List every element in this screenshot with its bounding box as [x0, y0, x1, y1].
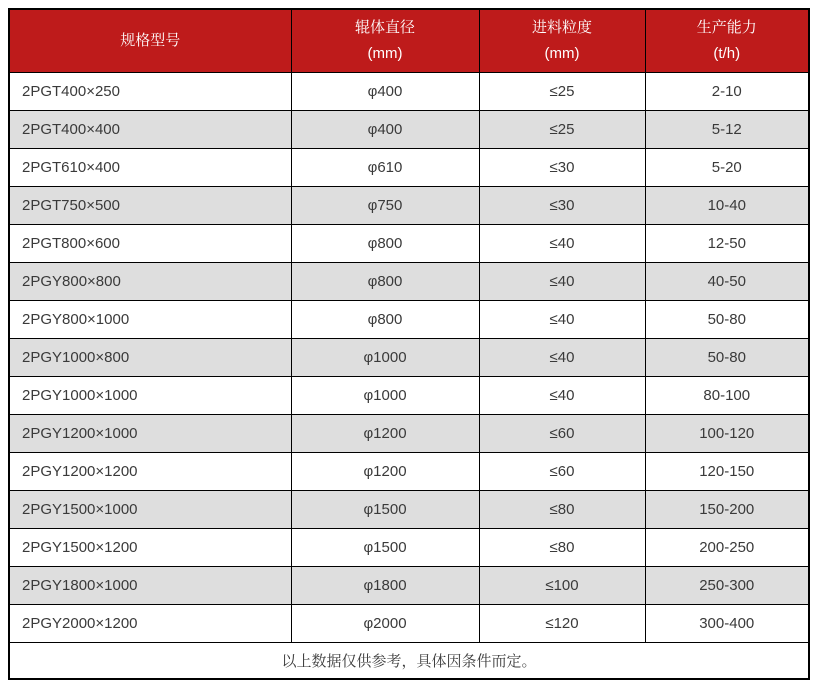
table-row	[9, 224, 809, 262]
model-cell: 2PGY1500×1000	[9, 490, 291, 528]
col-header-feed-size-label: 进料粒度	[531, 18, 592, 36]
table-row	[9, 414, 809, 452]
feed-cell: ≤40	[479, 376, 645, 414]
capacity-cell: 50-80	[645, 300, 809, 338]
model-cell: 2PGT610×400	[9, 148, 291, 186]
capacity-cell: 5-20	[645, 148, 809, 186]
diameter-cell: φ1200	[291, 452, 479, 490]
table-row	[9, 528, 809, 566]
model-cell: 2PGT400×400	[9, 110, 291, 148]
feed-cell: ≤40	[479, 300, 645, 338]
model-cell: 2PGT800×600	[9, 224, 291, 262]
model-cell: 2PGY1500×1200	[9, 528, 291, 566]
table-row	[9, 300, 809, 338]
table-footnote: 以上数据仅供参考，具体因条件而定。	[9, 642, 809, 679]
diameter-cell: φ400	[291, 72, 479, 110]
model-cell: 2PGT400×250	[9, 72, 291, 110]
feed-cell: ≤30	[479, 148, 645, 186]
col-header-feed-size-unit: (mm)	[544, 44, 580, 62]
col-header-feed-size	[479, 9, 645, 72]
model-cell: 2PGY800×1000	[9, 300, 291, 338]
table-row	[9, 376, 809, 414]
capacity-cell: 12-50	[645, 224, 809, 262]
feed-cell: ≤60	[479, 414, 645, 452]
diameter-cell: φ800	[291, 262, 479, 300]
col-header-capacity	[645, 9, 809, 72]
capacity-cell: 200-250	[645, 528, 809, 566]
diameter-cell: φ1000	[291, 376, 479, 414]
feed-cell: ≤80	[479, 490, 645, 528]
model-cell: 2PGY2000×1200	[9, 604, 291, 642]
col-header-capacity-label: 生产能力	[696, 18, 757, 36]
table-row	[9, 452, 809, 490]
capacity-cell: 120-150	[645, 452, 809, 490]
capacity-cell: 2-10	[645, 72, 809, 110]
diameter-cell: φ1200	[291, 414, 479, 452]
table-row	[9, 566, 809, 604]
diameter-cell: φ1500	[291, 528, 479, 566]
feed-cell: ≤120	[479, 604, 645, 642]
diameter-cell: φ800	[291, 224, 479, 262]
table-row	[9, 110, 809, 148]
model-cell: 2PGY1000×800	[9, 338, 291, 376]
diameter-cell: φ610	[291, 148, 479, 186]
feed-cell: ≤40	[479, 224, 645, 262]
spec-table	[8, 8, 810, 680]
feed-cell: ≤80	[479, 528, 645, 566]
diameter-cell: φ1000	[291, 338, 479, 376]
table-header-row	[9, 9, 809, 72]
feed-cell: ≤25	[479, 110, 645, 148]
table-footnote-row	[9, 642, 809, 679]
model-cell: 2PGY1000×1000	[9, 376, 291, 414]
capacity-cell: 50-80	[645, 338, 809, 376]
model-cell: 2PGY1800×1000	[9, 566, 291, 604]
capacity-cell: 10-40	[645, 186, 809, 224]
feed-cell: ≤100	[479, 566, 645, 604]
table-row	[9, 490, 809, 528]
col-header-diameter-unit: (mm)	[367, 44, 403, 62]
feed-cell: ≤60	[479, 452, 645, 490]
diameter-cell: φ1500	[291, 490, 479, 528]
table-row	[9, 72, 809, 110]
capacity-cell: 250-300	[645, 566, 809, 604]
col-header-model-label: 规格型号	[120, 31, 181, 49]
model-cell: 2PGY1200×1000	[9, 414, 291, 452]
feed-cell: ≤40	[479, 262, 645, 300]
capacity-cell: 5-12	[645, 110, 809, 148]
diameter-cell: φ1800	[291, 566, 479, 604]
feed-cell: ≤40	[479, 338, 645, 376]
col-header-capacity-unit: (t/h)	[713, 44, 741, 62]
capacity-cell: 100-120	[645, 414, 809, 452]
col-header-diameter-label: 辊体直径	[354, 18, 415, 36]
table-row	[9, 262, 809, 300]
col-header-model	[9, 9, 291, 72]
diameter-cell: φ750	[291, 186, 479, 224]
table-row	[9, 338, 809, 376]
capacity-cell: 80-100	[645, 376, 809, 414]
diameter-cell: φ800	[291, 300, 479, 338]
capacity-cell: 300-400	[645, 604, 809, 642]
capacity-cell: 40-50	[645, 262, 809, 300]
model-cell: 2PGY800×800	[9, 262, 291, 300]
diameter-cell: φ400	[291, 110, 479, 148]
table-row	[9, 148, 809, 186]
feed-cell: ≤30	[479, 186, 645, 224]
table-row	[9, 604, 809, 642]
diameter-cell: φ2000	[291, 604, 479, 642]
capacity-cell: 150-200	[645, 490, 809, 528]
model-cell: 2PGT750×500	[9, 186, 291, 224]
model-cell: 2PGY1200×1200	[9, 452, 291, 490]
col-header-diameter	[291, 9, 479, 72]
feed-cell: ≤25	[479, 72, 645, 110]
table-row	[9, 186, 809, 224]
